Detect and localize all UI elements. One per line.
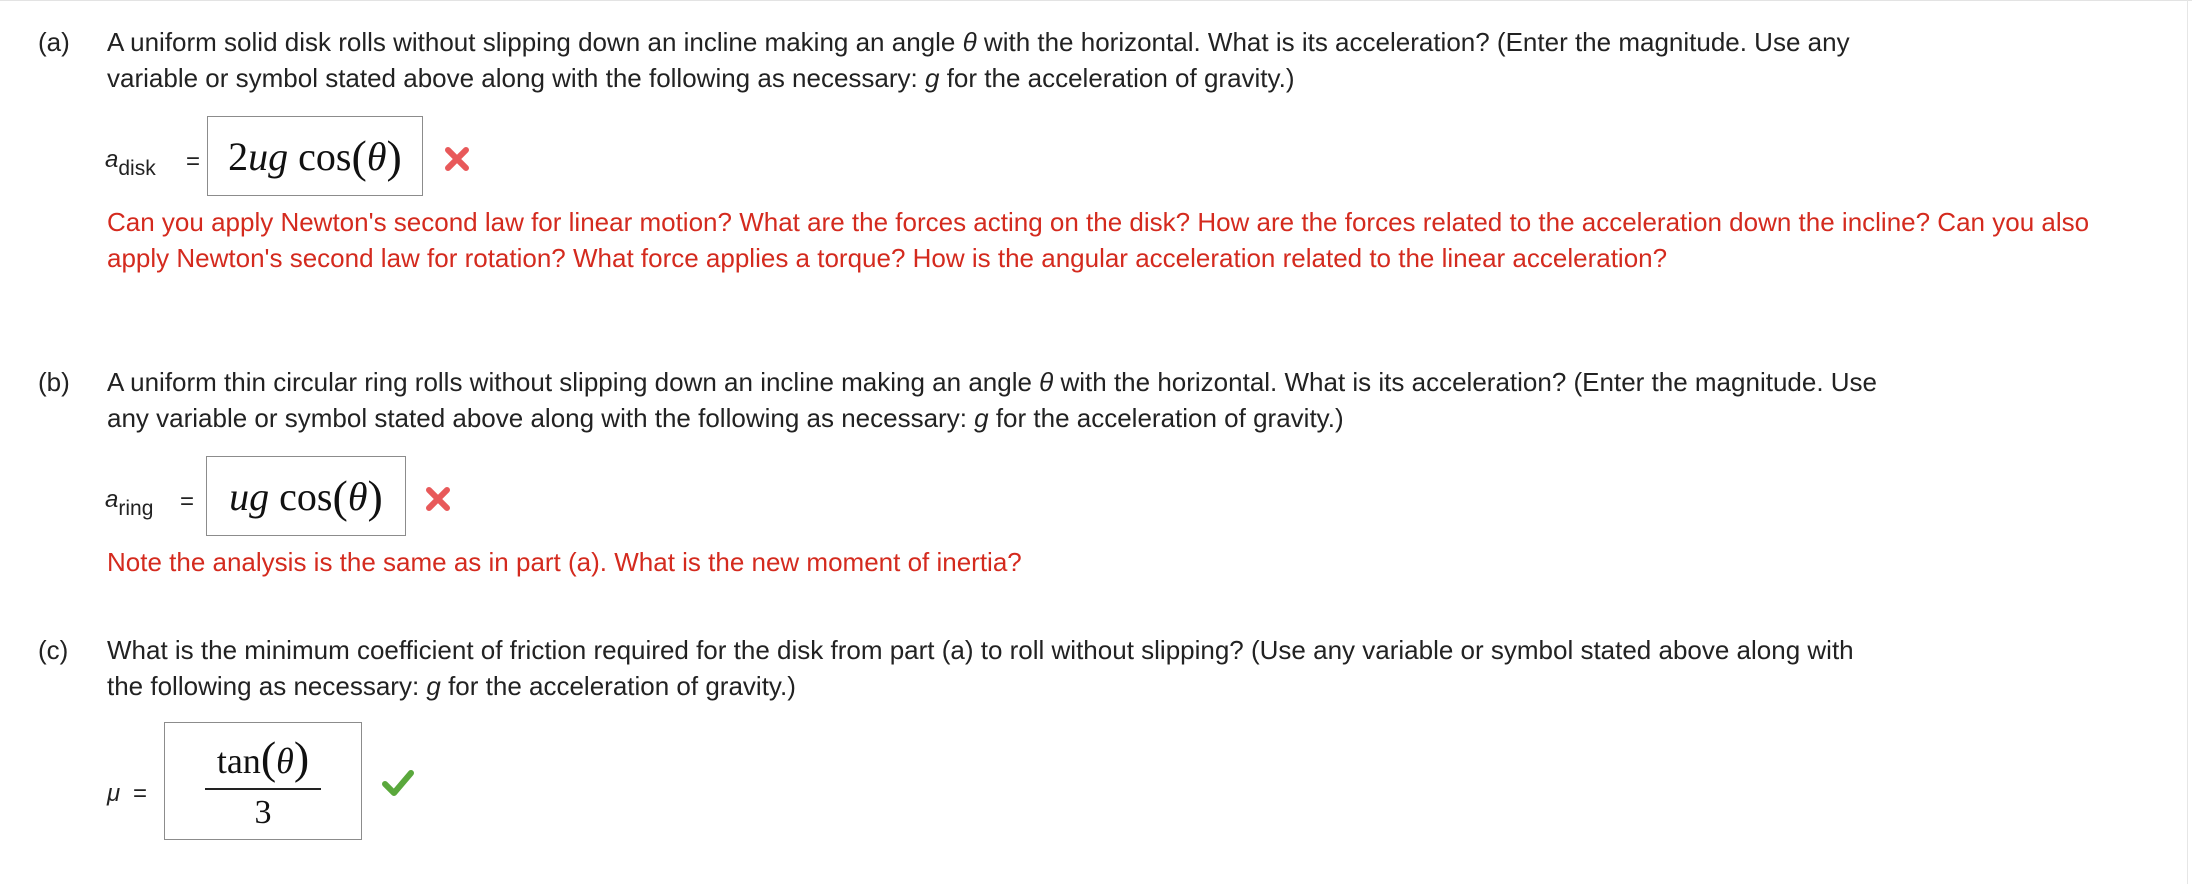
part-b-equals: = (180, 488, 195, 515)
incorrect-x-icon (423, 484, 453, 514)
part-a-feedback: Can you apply Newton's second law for linear motion? What are the forces acting on the disk? How are the forces related to the acceleration down the incline? Can you also apply Newton's second law for rotation? What force applies a torque? How is the angular acceleration related to the linear acceleration? (107, 207, 2090, 273)
part-a-equals: = (186, 148, 201, 175)
correct-check-icon (381, 768, 415, 798)
part-a-question: A uniform solid disk rolls without slipping down an incline making an angle θ with the horizontal. What is its acceleration? (Enter the magnitude. Use any variable or symbol stated above along with the following as necessary: g for the acceleration of gravity.) (107, 27, 1850, 93)
part-b-answer-input[interactable]: ug cos ( θ ) (206, 456, 406, 536)
part-b-question: A uniform thin circular ring rolls without slipping down an incline making an angle θ with the horizontal. What is its acceleration? (Enter the magnitude. Use any variable or symbol stated above along with the following as necessary: g for the acceleration of gravity.) (107, 367, 1878, 433)
answer-fraction: $\frac{\tan(\theta)}{3}$ (205, 731, 321, 832)
top-border (0, 0, 2192, 13)
part-c-answer-input[interactable] (164, 722, 362, 840)
part-a-tag: (a) (38, 27, 70, 57)
part-c-question: What is the minimum coefficient of friction required for the disk from part (a) to roll without slipping? (Use any variable or symbol stated above along with the following as necessary: g for the acceleration of gravity.) (107, 635, 1854, 701)
part-b-variable-label: aring (105, 486, 154, 520)
part-a-variable-label: adisk (105, 146, 156, 180)
right-border (2187, 0, 2188, 884)
part-c-tag: (c) (38, 635, 69, 665)
part-a-answer-input[interactable]: 2 ug cos ( θ ) (207, 116, 423, 196)
part-b-tag: (b) (38, 367, 70, 397)
part-c-equals: = (133, 780, 148, 807)
part-c-variable-label: μ (107, 780, 121, 807)
part-b-feedback: Note the analysis is the same as in part (a). What is the new moment of inertia? (107, 547, 1022, 577)
incorrect-x-icon (442, 144, 472, 174)
